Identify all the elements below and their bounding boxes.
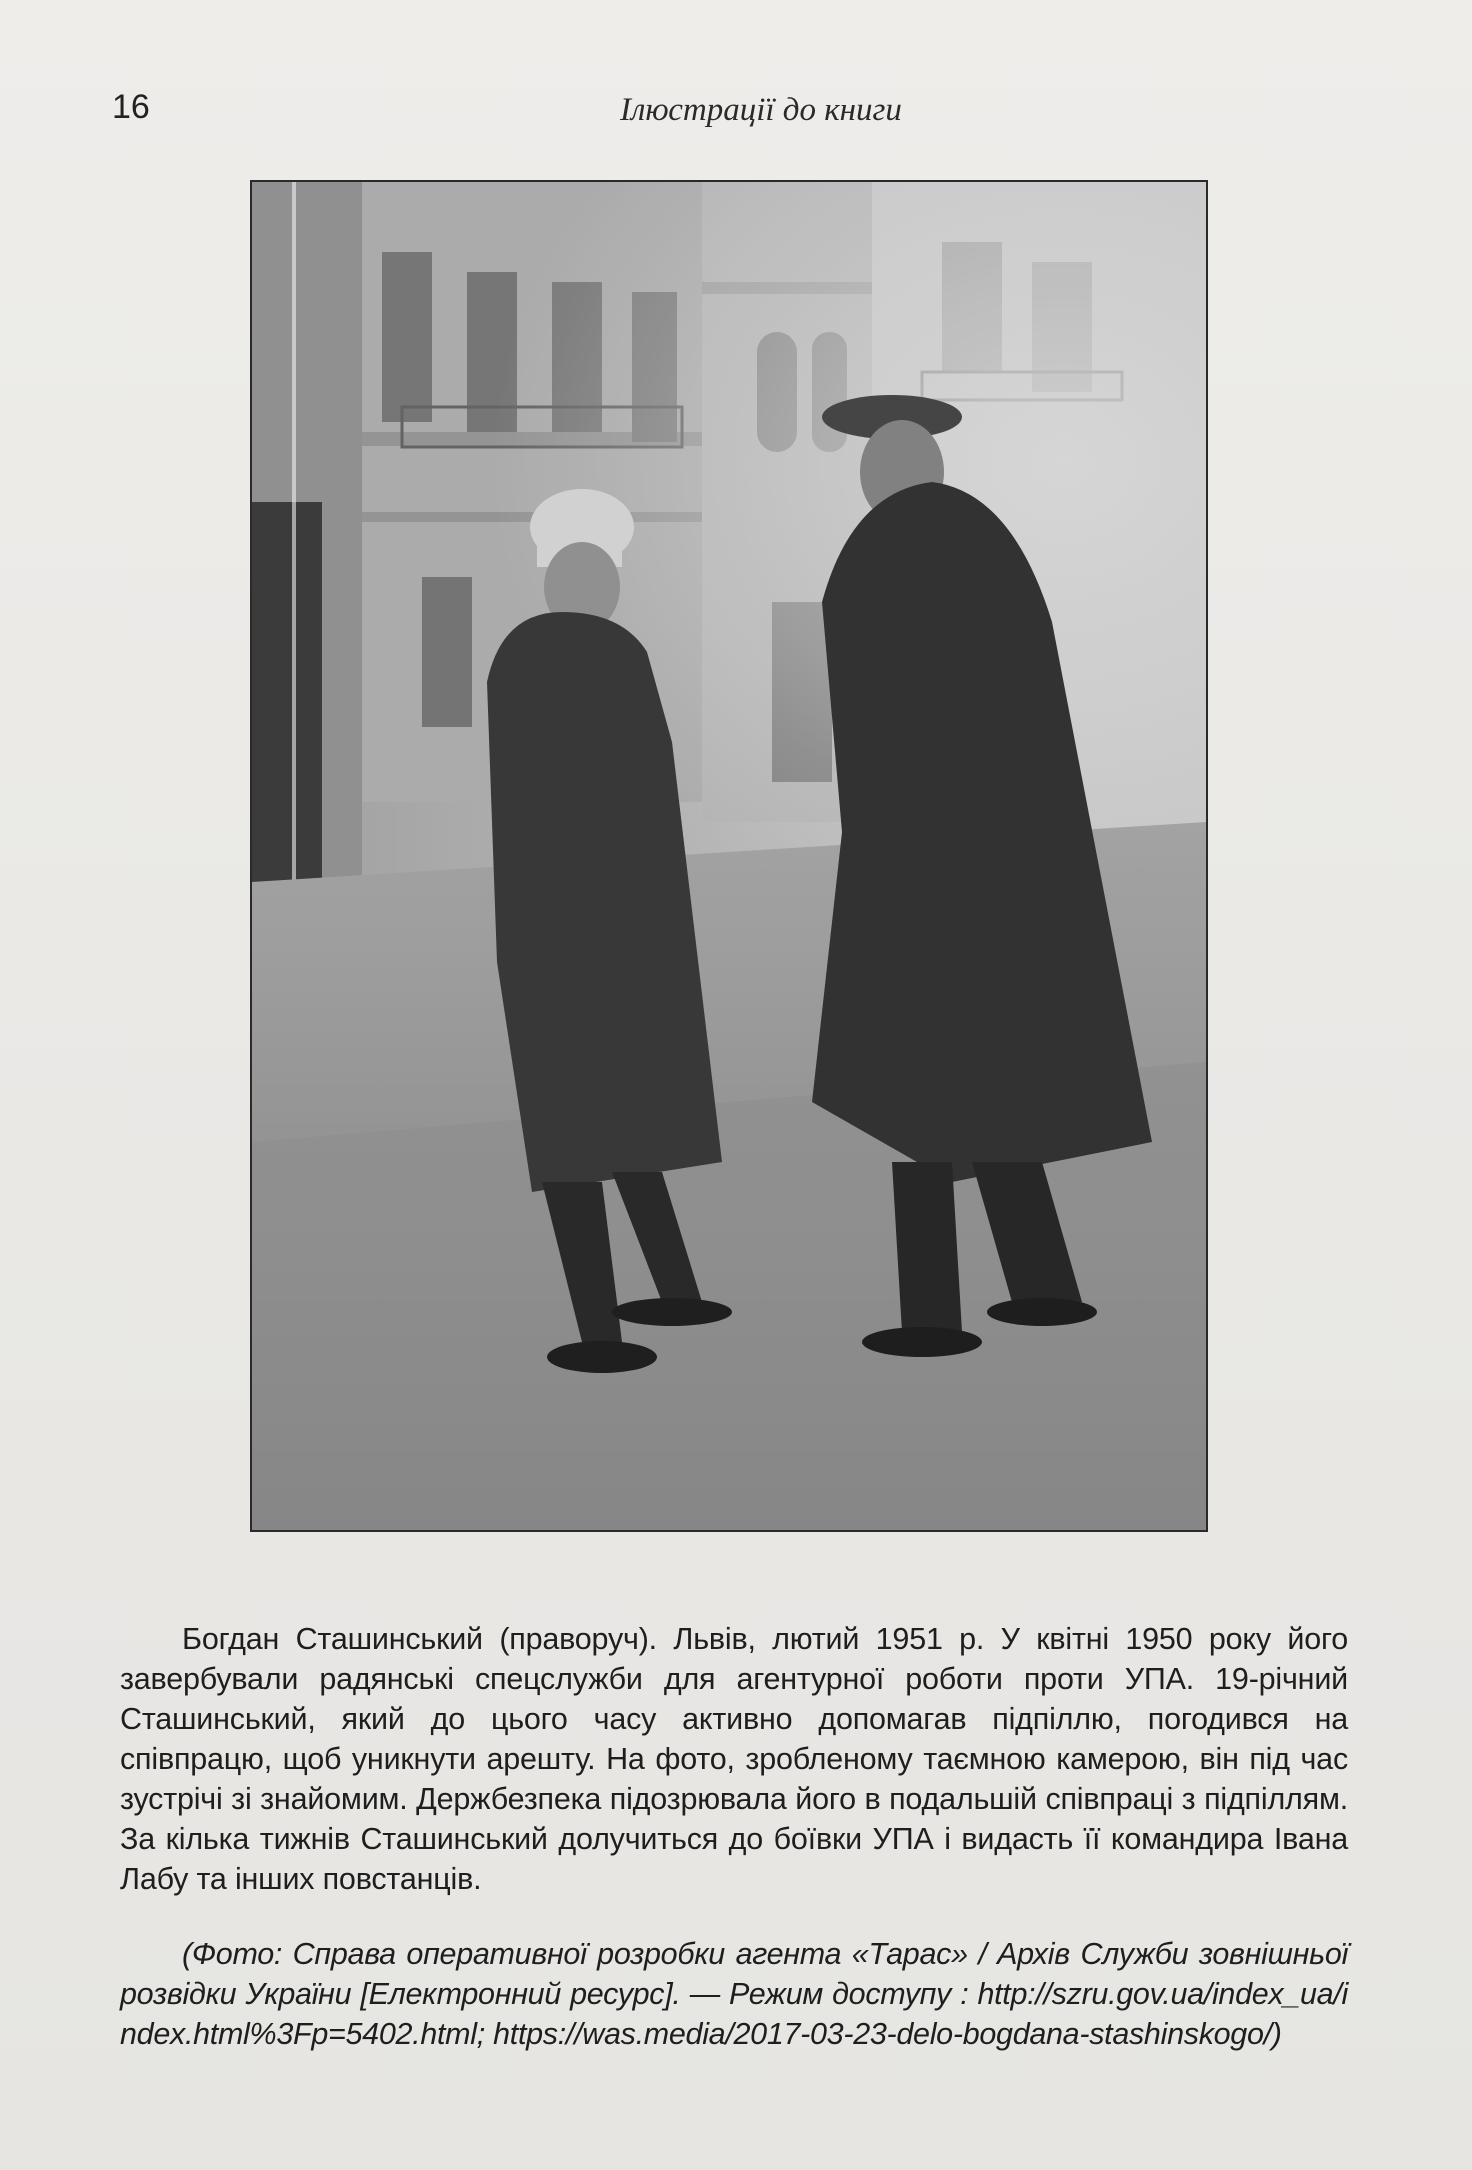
page-number: 16	[112, 88, 150, 126]
photo-caption: Богдан Сташинський (праворуч). Львів, лютий 1951 р. У квітні 1950 року його завербували радянські спецслужби для агентурної роботи проти УПА. 19-річний Сташинський, який до цього часу активно допомагав підпіллю, погодився на співпрацю, щоб уникнути арешту. На фото, зробленому таємною камерою, він під час зустрічі зі знайомим. Держбезпека підозрювала його в подальшій співпраці з підпіллям. За кілька тижнів Сташинський долучиться до боївки УПА і видасть її командира Івана Лабу та інших повстанців.	[120, 1621, 1348, 1896]
archival-photo	[250, 180, 1208, 1532]
photograph-two-men-street-icon	[252, 182, 1206, 1530]
photo-source-citation: (Фото: Справа оперативної розробки агента «Тарас» / Архів Служби зовнішньої розвідки України [Електронний ресурс]. — Режим доступу : http://szru.gov.ua/index_ua/index.html%3Fp=5402.html; https://was.media/2017-03-23-delo-bogdana-stashinskogo/)	[120, 1936, 1348, 2051]
running-title: Ілюстрації до книги	[620, 92, 902, 128]
